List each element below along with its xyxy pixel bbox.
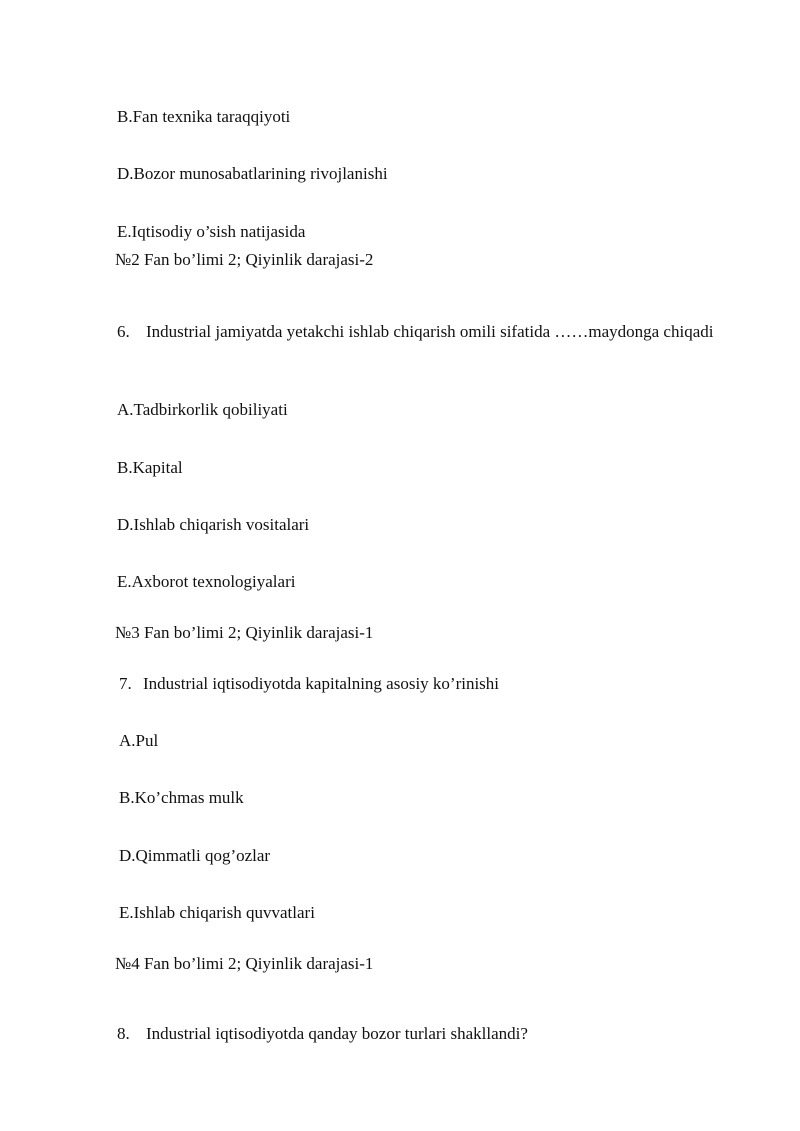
question [117, 1024, 528, 1044]
question [117, 322, 717, 342]
question-text: Industrial iqtisodiyotda qanday bozor turlari shakllandi? [146, 1024, 528, 1043]
section-header: №3 Fan bo’limi 2; Qiyinlik darajasi-1 [115, 623, 374, 642]
option-b: B.Fan texnika taraqqiyoti [117, 107, 291, 126]
question-text: Industrial iqtisodiyotda kapitalning asosiy ko’rinishi [143, 674, 500, 693]
option-e: E.Axborot texnologiyalari [117, 572, 296, 591]
option-b: B.Kapital [117, 458, 183, 477]
question-text: Industrial jamiyatda yetakchi ishlab chiqarish omili sifatida ……maydonga chiqadi [146, 322, 714, 341]
question-number: 8. [117, 1024, 130, 1043]
option-d: D.Ishlab chiqarish vositalari [117, 515, 310, 534]
option-d: D.Bozor munosabatlarining rivojlanishi [117, 164, 388, 183]
question-number: 6. [117, 322, 130, 341]
option-a: A.Pul [119, 731, 159, 750]
section-header: №4 Fan bo’limi 2; Qiyinlik darajasi-1 [115, 954, 374, 973]
question [119, 674, 499, 694]
option-d: D.Qimmatli qog’ozlar [119, 846, 271, 865]
option-b: B.Ko’chmas mulk [119, 788, 244, 807]
option-a: A.Tadbirkorlik qobiliyati [117, 400, 288, 419]
question-number: 7. [119, 674, 132, 693]
option-e: E.Iqtisodiy o’sish natijasida [117, 222, 306, 241]
section-header: №2 Fan bo’limi 2; Qiyinlik darajasi-2 [115, 250, 374, 269]
option-e: E.Ishlab chiqarish quvvatlari [119, 903, 315, 922]
